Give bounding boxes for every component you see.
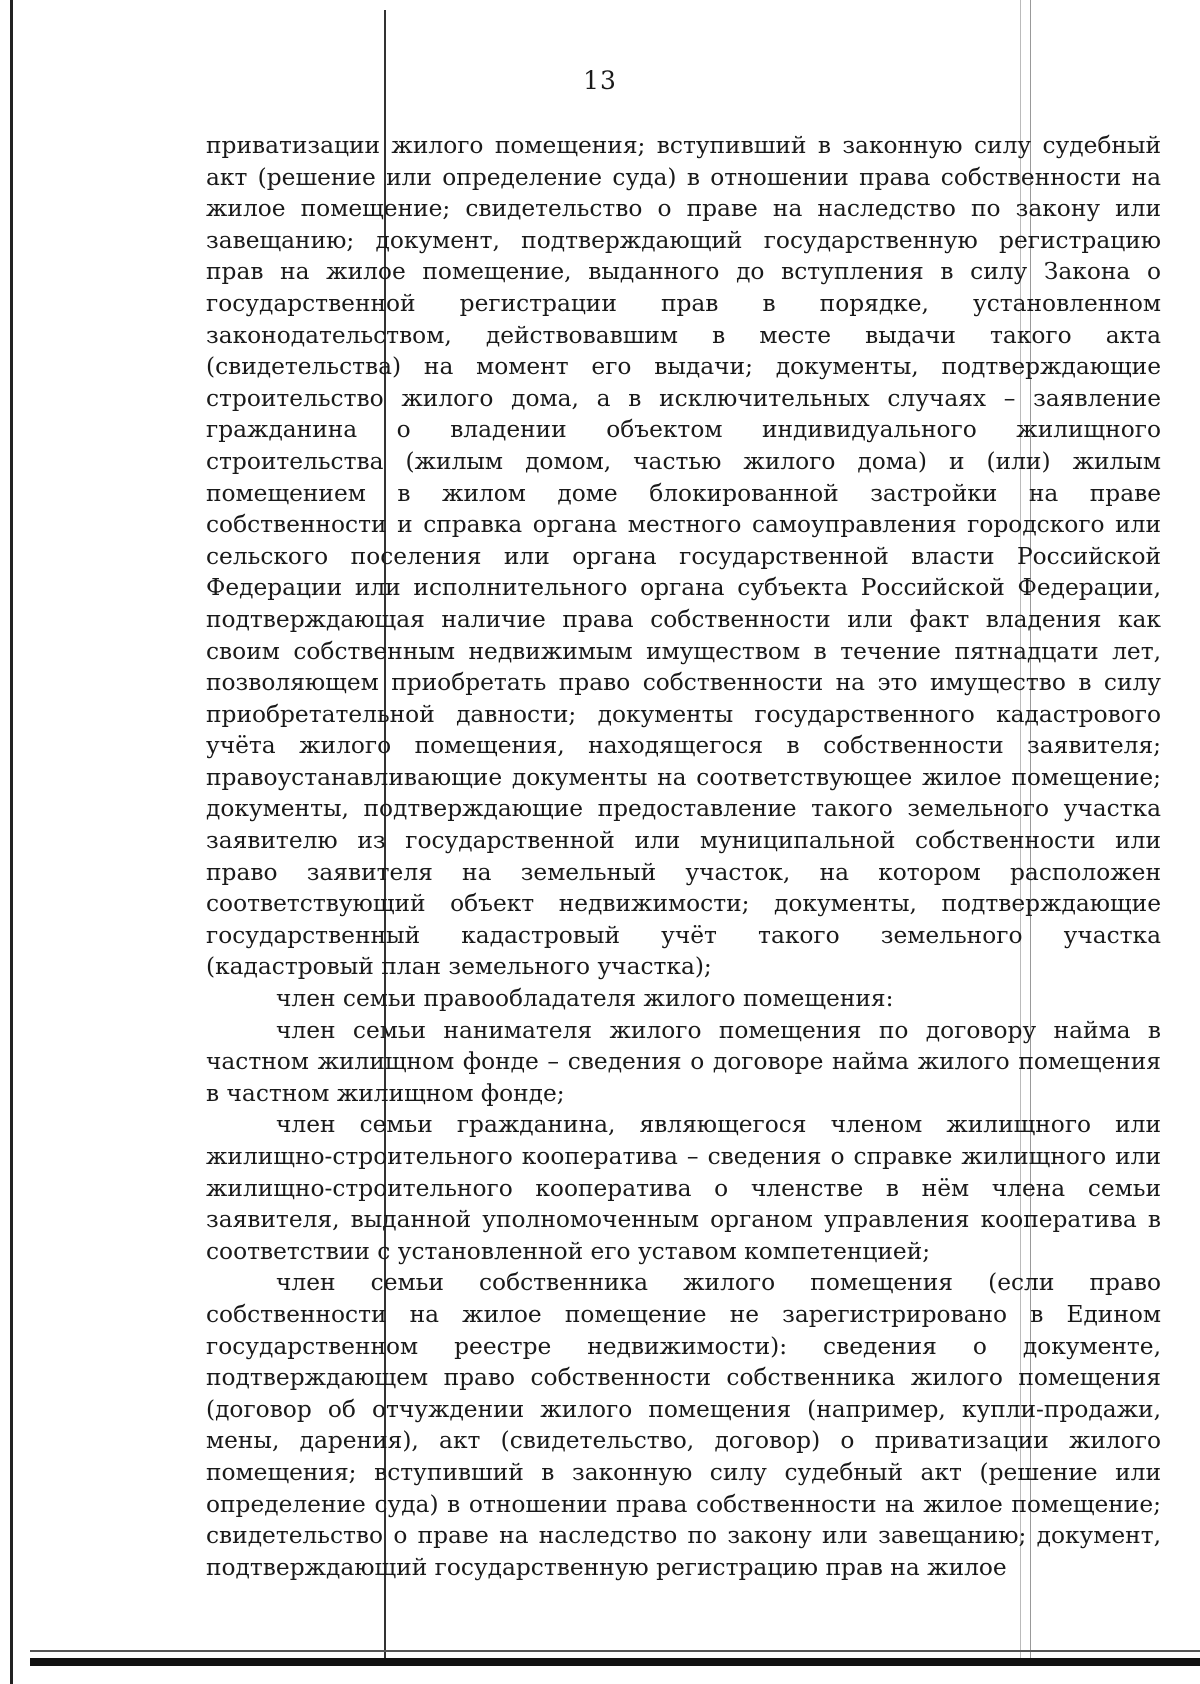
body-text — [206, 130, 1161, 1583]
paragraph: член семьи гражданина, являющегося членом жилищного или жилищно-строительного кооператива – сведения о справке жилищного или жилищно-строительного кооператива о членстве в нём члена семьи заявителя, выданной уполномоченным органом управления кооператива в соответствии с установленной его уставом компетенцией; — [206, 1111, 1161, 1265]
page-number: 13 — [583, 66, 617, 95]
scan-edge-line — [10, 0, 13, 1684]
paragraph: член семьи собственника жилого помещения (если право собственности на жилое помещение не зарегистрировано в Едином государственном реестре недвижимости): сведения о документе, подтверждающем право собственности собственника жилого помещения (договор об отчуждении жилого помещения (например, купли-продажи, мены, дарения), акт (свидетельство, договор) о приватизации жилого помещения; вступивший в законную силу судебный акт (решение или определение суда) в отношении права собственности на жилое помещение; свидетельство о праве на наследство по закону или завещанию; документ, подтверждающий государственную регистрацию прав на жилое — [206, 1269, 1161, 1581]
paragraph: приватизации жилого помещения; вступивший в законную силу судебный акт (решение или определение суда) в отношении права собственности на жилое помещение; свидетельство о праве на наследство по закону или завещанию; документ, подтверждающий государственную регистрацию прав на жилое помещение, выданного до вступления в силу Закона о государственной регистрации прав в порядке, установленном законодательством, действовавшим в месте выдачи такого акта (свидетельства) на момент его выдачи; документы, подтверждающие строительство жилого дома, а в исключительных случаях – заявление гражданина о владении объектом индивидуального жилищного строительства (жилым домом, частью жилого дома) и (или) жилым помещением в жилом доме блокированной застройки на праве собственности и справка органа местного самоуправления городского или сельского поселения или органа государственной власти Российской Федерации или исполнительного органа субъекта Российской Федерации, подтверждающая наличие права собственности или факт владения как своим собственным недвижимым имуществом в течение пятнадцати лет, позволяющем приобретать право собственности на это имущество в силу приобретательной давности; документы государственного кадастрового учёта жилого помещения, находящегося в собственности заявителя; правоустанавливающие документы на соответствующее жилое помещение; документы, подтверждающие предоставление такого земельного участка заявителю из государственной или муниципальной собственности или право заявителя на земельный участок, на котором расположен соответствующий объект недвижимости; документы, подтверждающие государственный кадастровый учёт такого земельного участка (кадастровый план земельного участка); — [206, 132, 1161, 981]
paragraph: член семьи нанимателя жилого помещения по договору найма в частном жилищном фонде – сведения о договоре найма жилого помещения в частном жилищном фонде; — [206, 1016, 1161, 1107]
scan-bottom-line — [30, 1650, 1200, 1652]
paragraph: член семьи правообладателя жилого помещения: — [276, 985, 894, 1013]
scan-bottom-bar — [30, 1658, 1200, 1666]
